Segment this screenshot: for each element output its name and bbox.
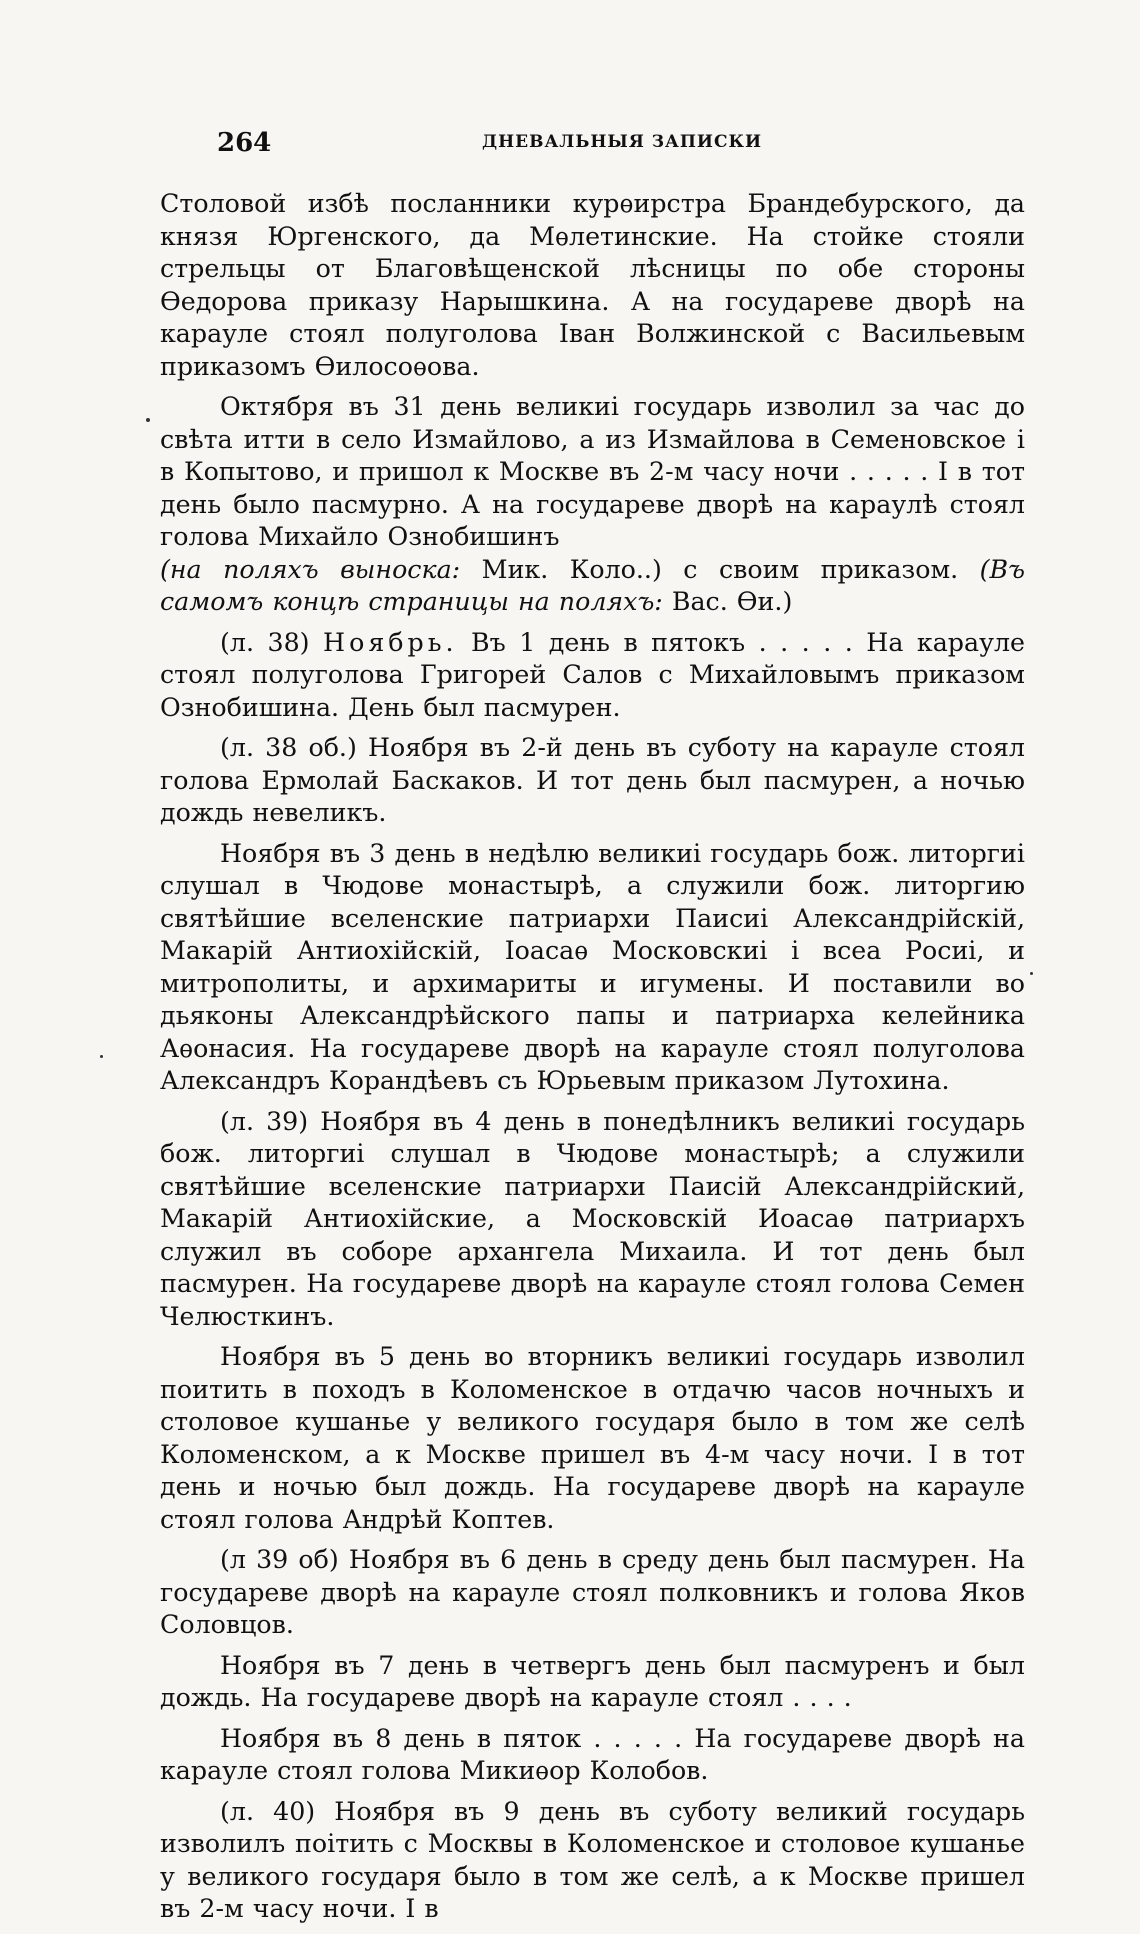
paragraph: Ноября въ 5 день во вторникъ великиі государь изволил поитить в походъ в Коломенское в отдачю часов ночныхъ и столовое кушанье у великого государя было в том же селѣ Коломенском, а к Москве пришел въ 4-м часу ночи. І в тот день и ночью был дождь. На государеве дворѣ на карауле стоял голова Андрѣй Коптев.: [160, 1342, 1025, 1534]
paragraph: Ноября въ 8 день в пяток . . . . . На государеве дворѣ на карауле стоял голова Микиѳор Колобов.: [160, 1723, 1025, 1785]
paragraph: (л. 39) Ноября въ 4 день в понедѣлникъ великиі государь бож. литоргиі слушал в Чюдове монастырѣ; а служили святѣйшие вселенские патриархи Паисій Александрійский, Макарій Антиохійские, а Московскій Иоасаѳ патриархъ служил въ соборе архангела Михаила. И тот день был пасмурен. На государеве дворѣ на карауле стоял голова Семен Челюсткинъ.: [160, 1106, 1025, 1331]
paragraph-text: Вас. Ѳи.): [662, 587, 793, 616]
paragraph-text: Въ 1 день в пятокъ . . . . . На карауле стоял полуголова Григорей Салов с Михайловымъ приказом Ознобишина. День был пасмурен.: [160, 627, 1025, 722]
paragraph-text: Октября въ 31 день великиі государь изволил за час до свѣта итти в село Измайлово, а из Измайлова в Семеновское і в Копытово, и пришол к Москве въ 2-м часу ночи . . . . . І в тот день было пасмурно. А на государеве дворѣ на караулѣ стоял голова Михайло Ознобишинъ: [160, 392, 1025, 551]
print-speck: [146, 418, 150, 422]
margin-note-italic: (на поляхъ выноска:: [160, 554, 461, 584]
paragraph: (л. 38 об.) Ноября въ 2-й день въ суботу на карауле стоял голова Ермолай Баскаков. И тот день был пасмурен, а ночью дождь невеликъ.: [160, 733, 1025, 827]
sheet-reference: (л. 38): [220, 627, 324, 657]
page-body: [160, 188, 1025, 1934]
paragraph-footnote: [160, 554, 1025, 619]
page-header: [217, 128, 1027, 168]
margin-note-italic: (Въ самомъ концѣ страницы на поляхъ:: [160, 554, 1025, 616]
page-number: 264: [217, 128, 272, 158]
print-speck: [100, 1055, 103, 1058]
paragraph: (л. 40) Ноября въ 9 день въ суботу великий государь изволилъ поітить с Москвы в Коломенское и столовое кушанье у великого государя было в том же селѣ, а к Москве пришел въ 2-м часу ночи. І в: [160, 1796, 1025, 1923]
paragraph: Ноября въ 7 день в четвергъ день был пасмуренъ и был дождь. На государеве дворѣ на карауле стоял . . . .: [160, 1650, 1025, 1712]
paragraph-text: Мик. Коло..) с своим приказом.: [460, 554, 980, 584]
month-heading: Ноябрь.: [323, 627, 458, 657]
paragraph: Ноября въ 3 день в недѣлю великиі государь бож. литоргиі слушал в Чюдове монастырѣ, а служили бож. литоргию святѣйшие вселенские патриархи Паисиі Александрійскій, Макарій Антиохійскій, Іоасаѳ Московскиі і всеа Росиі, и митрополиты, и архимариты и игумены. И поставили во дьяконы Александрѣйского папы и патриарха келейника Аѳонасия. На государеве дворѣ на карауле стоял полуголова Александръ Корандѣевъ съ Юрьевым приказом Лутохина.: [160, 838, 1025, 1095]
paragraph: (л 39 об) Ноября въ 6 день в среду день был пасмурен. На государеве дворѣ на карауле стоял полковникъ и голова Яков Соловцов.: [160, 1545, 1025, 1639]
paragraph: [160, 391, 1025, 554]
paragraph: [160, 627, 1025, 725]
print-speck: [1030, 972, 1033, 975]
running-title: ДНЕВАЛЬНЫЯ ЗАПИСКИ: [481, 132, 763, 152]
paragraph: Столовой избѣ посланники курѳирстра Брандебурского, да князя Юргенского, да Мѳлетинские. На стойке стояли стрельцы от Благовѣщенской лѣсницы по обе стороны Ѳедорова приказу Нарышкина. А на государеве дворѣ на карауле стоял полуголова Іван Волжинской с Васильевым приказомъ Ѳилосоѳова.: [160, 189, 1025, 381]
